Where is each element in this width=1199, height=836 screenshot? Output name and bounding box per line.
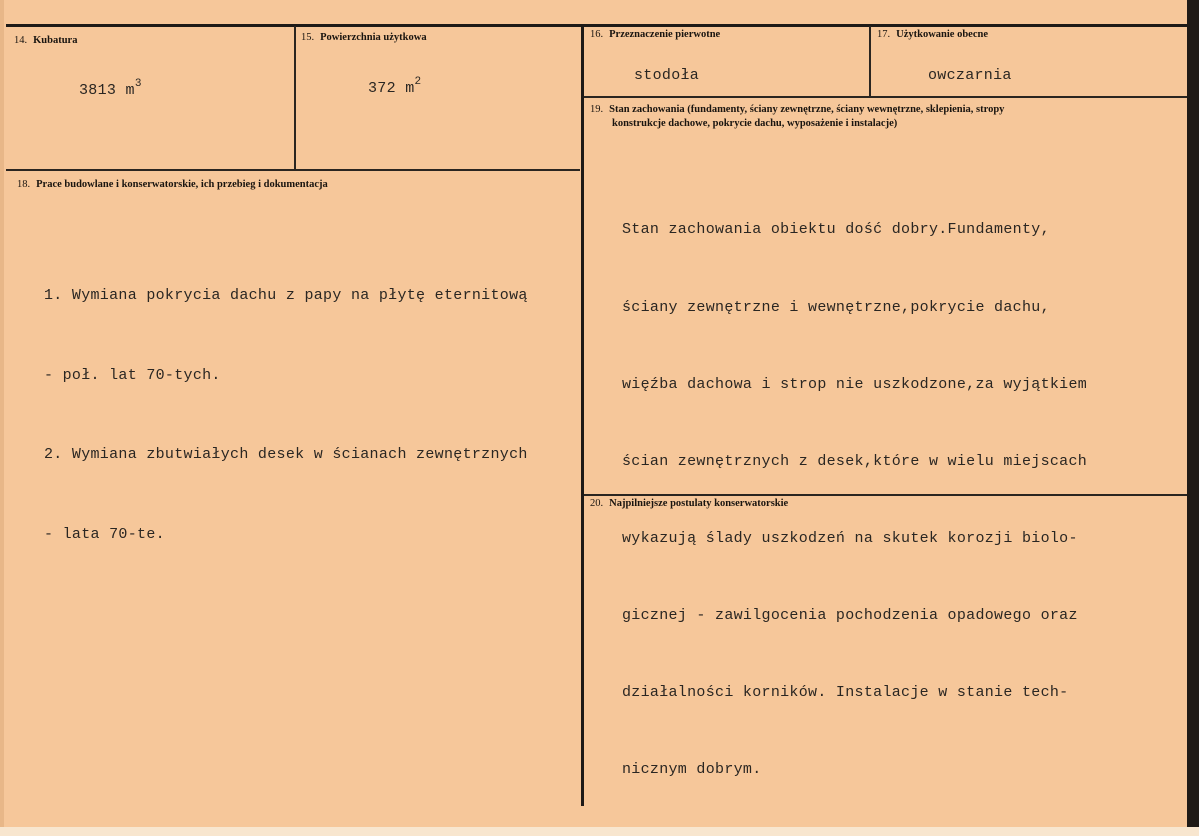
field-18-line: - poł. lat 70-tych. [44,366,221,384]
field-15-value [368,78,421,97]
cubature-exponent: 3 [134,78,142,90]
divider-f16-f17 [869,26,871,97]
field-19-line: ściany zewnętrzne i wewnętrzne,pokrycie dachu, [622,298,1050,316]
rule-below-f16-f17 [582,96,1188,98]
rule-below-f14-f15 [6,169,580,171]
field-18-line: 2. Wymiana zbutwiałych desek w ścianach zewnętrznych [44,446,528,463]
field-18-line: 1. Wymiana pokrycia dachu z papy na płytę eternitową [44,287,528,304]
card-right-edge [1187,0,1199,836]
divider-f14-f15 [294,26,296,170]
field-16-value: stodoła [634,67,700,84]
main-column-divider [581,26,584,806]
field-16-label [590,28,720,42]
card-left-edge [0,0,4,836]
field-18-text [44,230,528,601]
field-19-line: Stan zachowania obiektu dość dobry.Fundamenty, [622,221,1050,239]
usable-area-exponent: 2 [414,76,422,88]
cubature-value: 3813 m [79,82,135,99]
field-19-line: ścian zewnętrznych z desek,które w wielu miejscach [622,452,1088,470]
field-19-line: działalności korników. Instalacje w stanie tech- [622,684,1069,702]
field-14-number: 14. [14,35,28,46]
field-17-title: Użytkowanie obecne [896,29,988,40]
field-19-line: gicznej - zawilgocenia pochodzenia opadowego oraz [622,606,1078,624]
top-rule [6,24,1189,27]
field-17-number: 17. [877,29,891,40]
field-19-line: więźba dachowa i strop nie uszkodzone,za wyjątkiem [622,375,1088,393]
field-15-title: Powierzchnia użytkowa [320,32,427,43]
field-17-value: owczarnia [928,67,1012,84]
field-14-title: Kubatura [33,35,78,46]
field-18-title: Prace budowlane i konserwatorskie, ich przebieg i dokumentacja [36,179,328,190]
field-15-number: 15. [301,32,315,43]
field-19-label [590,103,1004,131]
field-18-number: 18. [17,179,31,190]
field-20-title: Najpilniejsze postulaty konserwatorskie [609,498,789,509]
field-19-number: 19. [590,104,604,115]
field-20-label [590,497,788,511]
field-18-label [17,178,328,192]
field-19-title-line2: konstrukcje dachowe, pokrycie dachu, wyposażenie i instalacje) [612,118,898,129]
field-19-line: wykazują ślady uszkodzeń na skutek korozji biolo- [622,529,1078,547]
field-19-line: nicznym dobrym. [622,761,762,779]
field-16-title: Przeznaczenie pierwotne [609,29,721,40]
field-15-label [301,31,427,45]
field-19-title-line1: Stan zachowania (fundamenty, ściany zewnętrzne, ściany wewnętrzne, sklepienia, stropy [609,104,1005,115]
field-20-number: 20. [590,498,604,509]
field-14-value [79,80,142,99]
field-18-line: - lata 70-te. [44,525,165,543]
usable-area-value: 372 m [368,80,415,97]
field-17-label [877,28,988,42]
field-16-number: 16. [590,29,604,40]
field-14-label [14,34,77,48]
